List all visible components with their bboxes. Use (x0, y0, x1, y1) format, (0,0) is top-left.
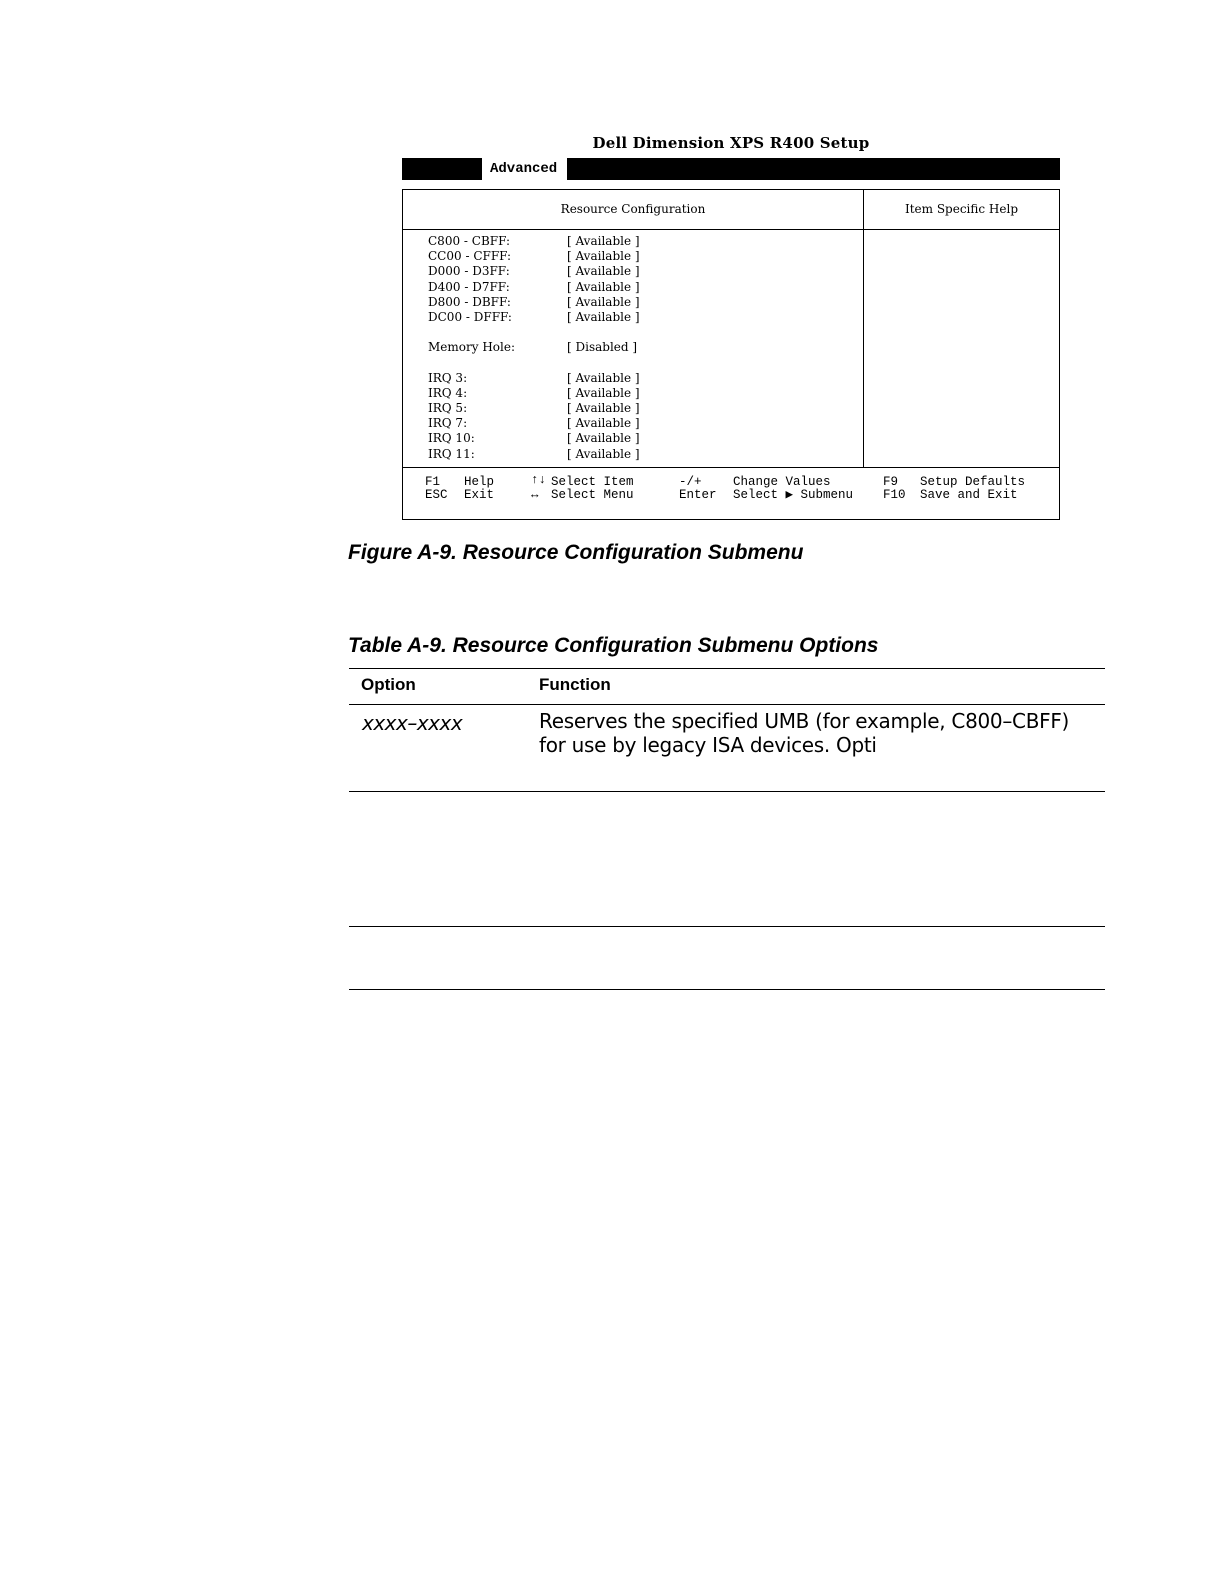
key-f10: F10 (883, 488, 906, 502)
setting-row-irq3[interactable] (428, 371, 848, 386)
panel-divider (863, 190, 864, 468)
setting-value[interactable]: [ Available ] (567, 279, 640, 294)
table-bottom-rule (349, 989, 1105, 990)
setting-label: D400 - D7FF: (428, 279, 510, 294)
setting-row-dc00[interactable] (428, 310, 848, 325)
key-select-submenu-label: Select ▶ Submenu (733, 488, 854, 502)
setting-label: DC00 - DFFF: (428, 309, 512, 324)
setting-label: IRQ 11: (428, 446, 475, 461)
key-select-item-label: Select Item (551, 475, 634, 489)
key-enter: Enter (679, 488, 717, 502)
table-row-rule (349, 791, 1105, 792)
setting-row-d400[interactable] (428, 280, 848, 295)
key-change-values-label: Change Values (733, 475, 831, 489)
setting-label: IRQ 3: (428, 370, 468, 385)
help-title: Item Specific Help (904, 202, 1019, 216)
table-header-function: Function (539, 675, 611, 694)
key-f9: F9 (883, 475, 899, 489)
setting-label: IRQ 5: (428, 401, 468, 416)
table-header-option: Option (361, 675, 416, 694)
setting-label: Memory Hole: (428, 340, 515, 355)
setting-value[interactable]: [ Available ] (567, 234, 640, 248)
setting-row-c800[interactable] (428, 234, 848, 249)
setting-value[interactable]: [ Disabled ] (567, 340, 638, 355)
setup-panel (402, 189, 1060, 520)
setting-value[interactable]: [ Available ] (567, 249, 640, 264)
setting-label: CC00 - CFFF: (428, 249, 512, 264)
setting-label: IRQ 7: (428, 416, 468, 431)
table-cell-function: Reserves the specified UMB (for example, C800–CBFF) for use by legacy ISA devices. Opti (539, 709, 1070, 757)
key-minus-plus: -/+ (679, 475, 702, 489)
key-help-label: Help (464, 475, 495, 489)
tab-advanced[interactable]: Advanced (482, 158, 567, 180)
setting-value[interactable]: [ Available ] (567, 416, 640, 431)
panel-header-divider (403, 229, 1059, 230)
figure-caption: Figure A-9. Resource Configuration Submenu (348, 541, 804, 564)
setting-row-d800[interactable] (428, 295, 848, 310)
panel-title: Resource Configuration (560, 202, 706, 216)
setting-value[interactable]: [ Available ] (567, 264, 640, 279)
key-f1: F1 (425, 475, 441, 489)
table-header-rule (349, 704, 1105, 705)
setting-row-irq4[interactable] (428, 386, 848, 401)
table-cell-option: xxxx–xxxx (362, 711, 463, 735)
setting-row-irq11[interactable] (428, 447, 848, 462)
bios-title: Dell Dimension XPS R400 Setup (592, 134, 870, 152)
settings-list (428, 234, 848, 462)
setting-row-cc00[interactable] (428, 249, 848, 264)
panel-footer-divider (403, 467, 1059, 468)
setting-row-irq10[interactable] (428, 431, 848, 446)
up-down-arrows-icon: ↑↓ (531, 473, 547, 487)
setting-row-irq5[interactable] (428, 401, 848, 416)
setting-label: D000 - D3FF: (428, 264, 510, 279)
setting-label: IRQ 4: (428, 385, 468, 400)
setting-label: C800 - CBFF: (428, 234, 511, 248)
table-row-rule (349, 926, 1105, 927)
setting-value[interactable]: [ Available ] (567, 309, 640, 324)
setting-value[interactable]: [ Available ] (567, 370, 640, 385)
setting-label: IRQ 10: (428, 431, 475, 446)
table-caption: Table A-9. Resource Configuration Submenu Options (348, 634, 879, 657)
key-exit-label: Exit (464, 488, 495, 502)
menu-bar (402, 158, 1060, 180)
setting-value[interactable]: [ Available ] (567, 385, 640, 400)
setting-row-memory-hole[interactable] (428, 340, 848, 355)
left-right-arrows-icon: ↔ (531, 488, 539, 502)
key-setup-defaults-label: Setup Defaults (920, 475, 1026, 489)
setting-value[interactable]: [ Available ] (567, 431, 640, 446)
key-select-menu-label: Select Menu (551, 488, 634, 502)
setting-value[interactable]: [ Available ] (567, 294, 640, 309)
setting-label: D800 - DBFF: (428, 294, 511, 309)
key-esc: ESC (425, 488, 448, 502)
setting-value[interactable]: [ Available ] (567, 446, 640, 461)
setting-value[interactable]: [ Available ] (567, 401, 640, 416)
key-save-exit-label: Save and Exit (920, 488, 1018, 502)
setting-row-d000[interactable] (428, 264, 848, 279)
table-top-rule (349, 668, 1105, 669)
setting-row-irq7[interactable] (428, 416, 848, 431)
